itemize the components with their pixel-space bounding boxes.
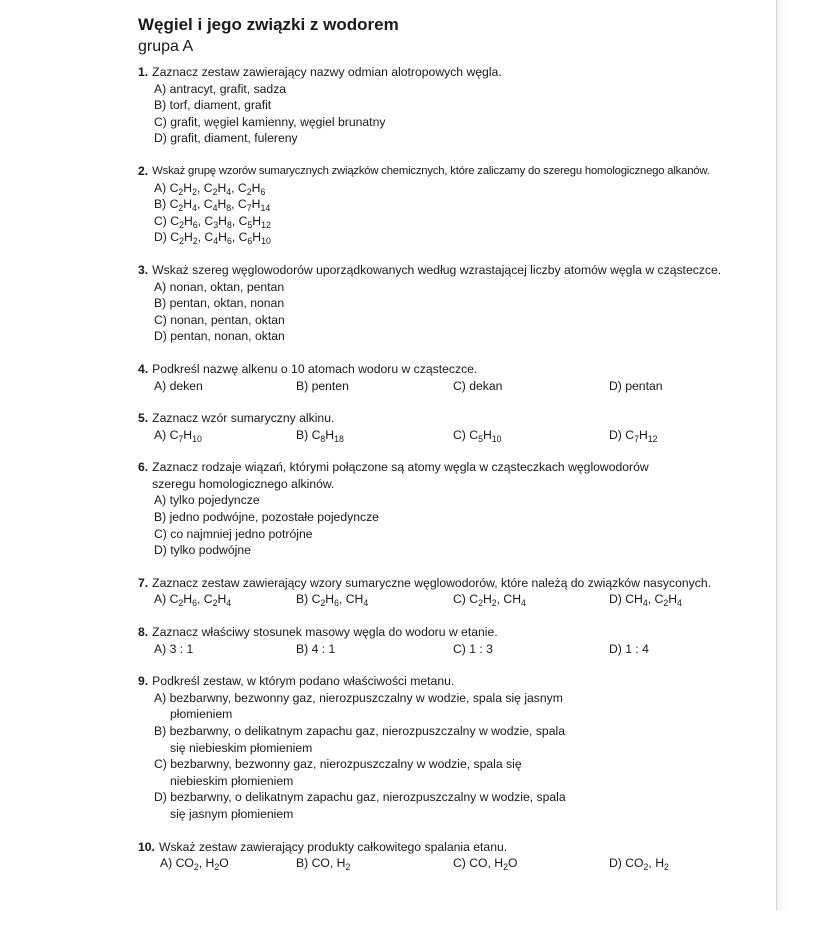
- answer-option-c[interactable]: C) $C_2H_2$, $CH_4$: [453, 592, 526, 609]
- answer-option-a[interactable]: A) 3 : 1: [154, 641, 194, 656]
- question-text: [152, 459, 778, 492]
- question-1: [138, 64, 778, 147]
- answer-option-c[interactable]: C) CO, $H_2O$: [453, 856, 518, 873]
- answer-option-d[interactable]: D) $C_7H_{12}$: [609, 427, 658, 444]
- answer-option-c[interactable]: C) co najmniej jedno potrójne: [154, 526, 313, 541]
- question-number: 9.: [138, 674, 149, 689]
- question-text: Zaznacz wzór sumaryczny alkinu.: [152, 411, 335, 426]
- question-text: Wskaż zestaw zawierający produkty całkowitego spalania etanu.: [158, 839, 508, 854]
- question-number: 1.: [138, 65, 149, 79]
- question-text: Wskaż szereg węglowodorów uporządkowanych według wzrastającej liczby atomów węgla w cząsteczce.: [152, 262, 722, 277]
- answer-option-b[interactable]: B) CO, $H_2$: [296, 856, 351, 873]
- answer-option-d[interactable]: D) $CO_2$, $H_2$: [609, 856, 669, 873]
- question-number: 5.: [138, 411, 149, 426]
- answer-options: [154, 427, 778, 444]
- answer-option-a[interactable]: A) nonan, oktan, pentan: [154, 279, 285, 294]
- worksheet-subtitle: grupa A: [138, 38, 194, 55]
- answer-option-d[interactable]: D) grafit, diament, fulereny: [154, 131, 298, 146]
- answer-option-a[interactable]: A) $C_7H_{10}$: [154, 427, 202, 444]
- answer-option-c[interactable]: C) 1 : 3: [453, 641, 493, 656]
- answer-options: [154, 492, 778, 558]
- question-number: 2.: [138, 163, 149, 178]
- answer-options: [154, 591, 778, 608]
- answer-option-c[interactable]: C) dekan: [453, 378, 503, 393]
- question-text: Podkreśl zestaw, w którym podano właściwości metanu.: [152, 674, 455, 689]
- question-text: Podkreśl nazwę alkenu o 10 atomach wodoru w cząsteczce.: [152, 361, 478, 376]
- answer-options: [154, 690, 778, 823]
- answer-options: [154, 378, 778, 395]
- answer-option-b[interactable]: B) $C_2H_6$, $CH_4$: [296, 592, 369, 609]
- answer-options: [154, 81, 778, 147]
- answer-option-d[interactable]: D) 1 : 4: [609, 641, 649, 656]
- answer-option-c[interactable]: C) $C_5H_{10}$: [453, 427, 502, 444]
- answer-option-a[interactable]: A) $C_2H_6$, $C_2H_4$: [154, 592, 232, 609]
- question-9: [138, 673, 778, 822]
- question-8: [138, 624, 778, 657]
- page-bottom-margin: [0, 910, 820, 945]
- question-6: [138, 459, 778, 559]
- answer-option-b[interactable]: B) $C_2H_4$, $C_4H_8$, $C_7H_{14}$: [154, 197, 271, 214]
- answer-options: [154, 180, 778, 246]
- question-text-line: Zaznacz rodzaje wiązań, którymi połączone są atomy węgla w cząsteczkach węglowodorów: [152, 460, 649, 475]
- question-number: 3.: [138, 262, 149, 277]
- answer-option-b[interactable]: B) 4 : 1: [296, 641, 336, 656]
- question-2: [138, 163, 778, 246]
- answer-option-b[interactable]: B) $C_8H_{18}$: [296, 427, 344, 444]
- answer-option-d[interactable]: D) $C_2H_2$, $C_4H_6$, $C_6H_{10}$: [154, 230, 271, 247]
- answer-option-a[interactable]: A) $C_2H_2$, $C_2H_4$, $C_2H_6$: [154, 180, 266, 197]
- question-number: 7.: [138, 575, 149, 590]
- page-edge-shadow: [776, 0, 820, 910]
- question-number: 6.: [138, 460, 149, 475]
- answer-option-b[interactable]: B) pentan, oktan, nonan: [154, 296, 285, 311]
- answer-option-a[interactable]: A) deken: [154, 378, 203, 393]
- answer-option-a[interactable]: A) tylko pojedyncze: [154, 493, 260, 508]
- answer-option-c[interactable]: C) $C_2H_6$, $C_3H_8$, $C_5H_{12}$: [154, 213, 271, 230]
- question-number: 4.: [138, 361, 149, 376]
- question-text: Zaznacz zestaw zawierający wzory sumaryczne węglowodorów, które należą do związków nasyconych.: [152, 575, 712, 590]
- question-text: Zaznacz właściwy stosunek masowy węgla do wodoru w etanie.: [152, 625, 498, 640]
- question-text: Zaznacz zestaw zawierający nazwy odmian alotropowych węgla.: [152, 65, 502, 79]
- question-4: [138, 361, 778, 394]
- question-text-line: szeregu homologicznego alkinów.: [152, 476, 335, 491]
- question-7: [138, 575, 778, 608]
- answer-option-a[interactable]: A) bezbarwny, bezwonny gaz, nierozpuszczalny w wodzie, spala się jasnym płomieniem: [154, 690, 563, 722]
- answer-option-c[interactable]: C) bezbarwny, bezwonny gaz, nierozpuszczalny w wodzie, spala się niebieskim płomieniem: [154, 757, 522, 788]
- question-text: Wskaż grupę wzorów sumarycznych związków chemicznych, które zaliczamy do szeregu homologicznego alkanów.: [152, 164, 710, 177]
- answer-options: [160, 855, 778, 872]
- answer-options: [154, 641, 778, 658]
- question-number: 10.: [138, 839, 155, 854]
- answer-option-d[interactable]: D) pentan: [609, 378, 663, 393]
- answer-option-c[interactable]: C) grafit, węgiel kamienny, węgiel brunatny: [154, 114, 386, 129]
- worksheet-title: Węgiel i jego związki z wodorem: [138, 15, 399, 34]
- answer-option-c[interactable]: C) nonan, pentan, oktan: [154, 312, 285, 327]
- question-10: [138, 839, 778, 872]
- answer-option-b[interactable]: B) torf, diament, grafit: [154, 98, 272, 113]
- answer-option-b[interactable]: B) jedno podwójne, pozostałe pojedyncze: [154, 510, 379, 525]
- answer-option-a[interactable]: A) antracyt, grafit, sadza: [154, 81, 287, 96]
- answer-options: [154, 279, 778, 345]
- answer-option-d[interactable]: D) tylko podwójne: [154, 543, 251, 558]
- answer-option-b[interactable]: B) bezbarwny, o delikatnym zapachu gaz, nierozpuszczalny w wodzie, spala się niebieskim płomieniem: [154, 724, 565, 755]
- answer-option-b[interactable]: B) penten: [296, 378, 349, 393]
- question-5: [138, 410, 778, 443]
- answer-option-a[interactable]: A) $CO_2$, $H_2O$: [160, 856, 229, 873]
- answer-option-d[interactable]: D) bezbarwny, o delikatnym zapachu gaz, nierozpuszczalny w wodzie, spala się jasnym płomieniem: [154, 790, 566, 821]
- answer-option-d[interactable]: D) pentan, nonan, oktan: [154, 329, 285, 344]
- question-number: 8.: [138, 625, 149, 640]
- question-3: [138, 262, 778, 345]
- answer-option-d[interactable]: D) $CH_4$, $C_2H_4$: [609, 592, 682, 609]
- worksheet: [138, 14, 778, 888]
